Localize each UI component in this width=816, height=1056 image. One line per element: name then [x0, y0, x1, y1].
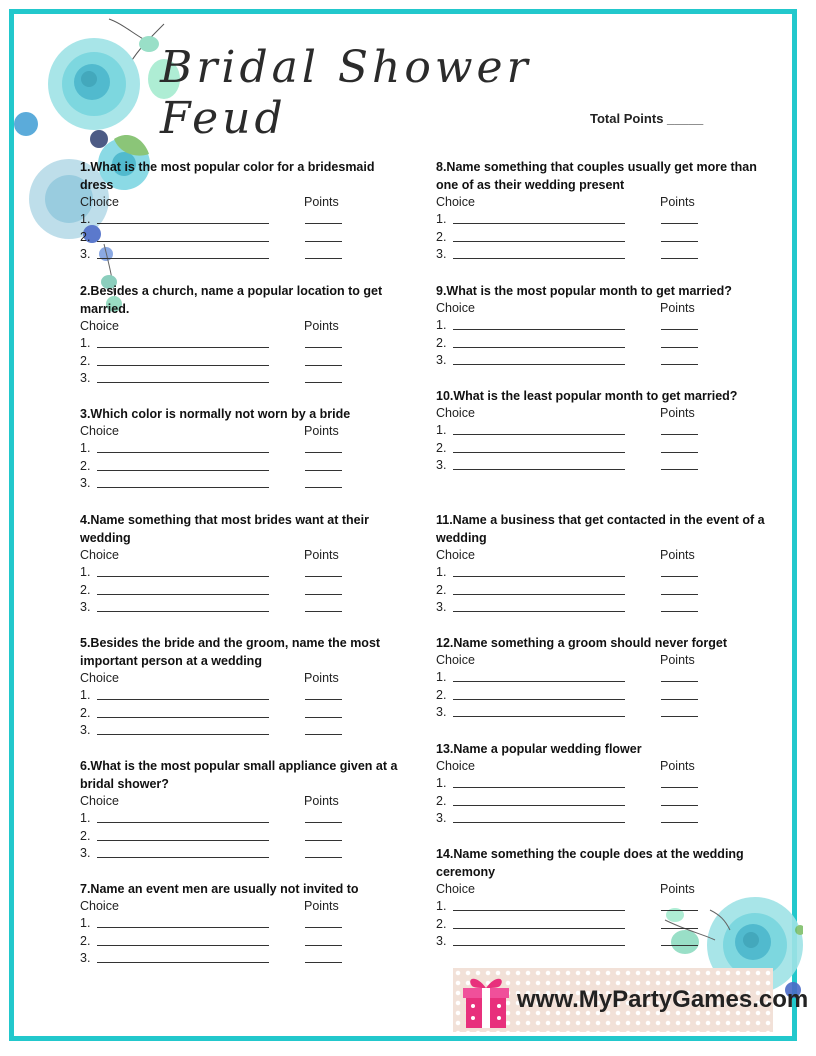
row-number: 2. — [436, 687, 447, 702]
row-number: 1. — [80, 811, 91, 825]
points-answer-line[interactable] — [305, 717, 342, 718]
choice-answer-line[interactable] — [453, 945, 625, 946]
choice-answer-line[interactable] — [97, 487, 269, 488]
points-answer-line[interactable] — [305, 223, 342, 224]
choice-answer-line[interactable] — [97, 840, 269, 841]
question-block — [436, 387, 766, 475]
question-block — [436, 634, 766, 722]
row-number: 3. — [80, 371, 91, 385]
points-answer-line[interactable] — [305, 576, 342, 577]
question-text: 2.Besides a church, name a popular location to get married. — [80, 284, 383, 316]
points-answer-line[interactable] — [661, 434, 698, 435]
points-answer-line[interactable] — [305, 734, 342, 735]
choice-header: Choice — [436, 653, 475, 667]
choice-answer-line[interactable] — [97, 962, 269, 963]
points-answer-line[interactable] — [305, 258, 342, 259]
row-number: 3. — [80, 247, 91, 261]
row-number: 2. — [436, 793, 447, 808]
choice-answer-line[interactable] — [453, 699, 625, 700]
choice-header: Choice — [80, 195, 119, 209]
row-number: 3. — [80, 846, 91, 860]
points-header: Points — [304, 195, 339, 209]
question-text: 7.Name an event men are usually not invited to — [80, 882, 359, 896]
points-header: Points — [660, 301, 695, 315]
choice-answer-line[interactable] — [97, 382, 269, 383]
choice-answer-line[interactable] — [97, 927, 269, 928]
points-answer-line[interactable] — [305, 365, 342, 366]
question-block — [80, 511, 410, 617]
points-answer-line[interactable] — [661, 469, 698, 470]
choice-answer-line[interactable] — [97, 258, 269, 259]
points-header: Points — [660, 653, 695, 667]
points-header: Points — [304, 424, 339, 438]
question-text: 13.Name a popular wedding flower — [436, 742, 642, 756]
points-answer-line[interactable] — [305, 347, 342, 348]
choice-answer-line[interactable] — [97, 594, 269, 595]
row-number: 3. — [436, 705, 447, 719]
points-answer-line[interactable] — [305, 382, 342, 383]
points-answer-line[interactable] — [661, 364, 698, 365]
points-answer-line[interactable] — [661, 223, 698, 224]
question-text: 11.Name a business that get contacted in the event of a wedding — [436, 513, 765, 545]
choice-answer-line[interactable] — [453, 223, 625, 224]
question-block — [436, 845, 766, 951]
row-number: 3. — [80, 951, 91, 965]
choice-header: Choice — [436, 548, 475, 562]
row-number: 2. — [80, 705, 91, 720]
points-answer-line[interactable] — [305, 962, 342, 963]
points-answer-line[interactable] — [661, 945, 698, 946]
choice-answer-line[interactable] — [97, 734, 269, 735]
points-answer-line[interactable] — [661, 347, 698, 348]
row-number: 3. — [80, 723, 91, 737]
points-header: Points — [660, 882, 695, 896]
choice-answer-line[interactable] — [97, 699, 269, 700]
points-answer-line[interactable] — [661, 576, 698, 577]
row-number: 3. — [436, 247, 447, 261]
row-number: 3. — [436, 458, 447, 472]
choice-answer-line[interactable] — [453, 434, 625, 435]
choice-header: Choice — [436, 195, 475, 209]
choice-header: Choice — [436, 759, 475, 773]
choice-header: Choice — [80, 319, 119, 333]
points-answer-line[interactable] — [661, 258, 698, 259]
choice-answer-line[interactable] — [453, 364, 625, 365]
row-number: 3. — [436, 600, 447, 614]
points-answer-line[interactable] — [661, 822, 698, 823]
row-number: 2. — [436, 440, 447, 455]
row-number: 2. — [80, 229, 91, 244]
question-block — [80, 158, 410, 264]
points-answer-line[interactable] — [305, 840, 342, 841]
points-answer-line[interactable] — [661, 452, 698, 453]
points-answer-line[interactable] — [305, 611, 342, 612]
points-header: Points — [660, 548, 695, 562]
choice-answer-line[interactable] — [453, 469, 625, 470]
row-number: 3. — [436, 811, 447, 825]
choice-answer-line[interactable] — [453, 347, 625, 348]
choice-answer-line[interactable] — [97, 945, 269, 946]
choice-answer-line[interactable] — [453, 910, 625, 911]
points-answer-line[interactable] — [305, 241, 342, 242]
choice-answer-line[interactable] — [453, 329, 625, 330]
question-text: 5.Besides the bride and the groom, name the most important person at a wedding — [80, 636, 381, 668]
points-answer-line[interactable] — [305, 594, 342, 595]
row-number: 2. — [436, 229, 447, 244]
total-points-field: Total Points _____ — [590, 111, 704, 126]
question-text: 14.Name something the couple does at the wedding ceremony — [436, 847, 744, 879]
question-text: 4.Name something that most brides want at their wedding — [80, 513, 369, 545]
choice-answer-line[interactable] — [97, 241, 269, 242]
points-answer-line[interactable] — [661, 594, 698, 595]
points-answer-line[interactable] — [661, 329, 698, 330]
row-number: 3. — [436, 934, 447, 948]
choice-answer-line[interactable] — [97, 576, 269, 577]
row-number: 1. — [436, 318, 447, 332]
points-header: Points — [304, 794, 339, 808]
row-number: 1. — [80, 688, 91, 702]
row-number: 1. — [80, 916, 91, 930]
question-text: 6.What is the most popular small appliance given at a bridal shower? — [80, 759, 398, 791]
row-number: 1. — [80, 212, 91, 226]
points-answer-line[interactable] — [661, 716, 698, 717]
points-answer-line[interactable] — [305, 857, 342, 858]
row-number: 2. — [436, 335, 447, 350]
row-number: 3. — [80, 600, 91, 614]
points-answer-line[interactable] — [661, 611, 698, 612]
choice-answer-line[interactable] — [97, 365, 269, 366]
question-block — [80, 880, 410, 968]
question-block — [80, 757, 410, 863]
points-answer-line[interactable] — [661, 241, 698, 242]
points-header: Points — [660, 195, 695, 209]
points-answer-line[interactable] — [305, 699, 342, 700]
points-answer-line[interactable] — [661, 787, 698, 788]
choice-header: Choice — [436, 406, 475, 420]
points-answer-line[interactable] — [305, 822, 342, 823]
row-number: 1. — [80, 336, 91, 350]
row-number: 1. — [436, 212, 447, 226]
row-number: 2. — [80, 582, 91, 597]
choice-answer-line[interactable] — [97, 857, 269, 858]
question-text: 12.Name something a groom should never forget — [436, 636, 728, 650]
row-number: 3. — [436, 353, 447, 367]
choice-answer-line[interactable] — [97, 717, 269, 718]
choice-header: Choice — [80, 424, 119, 438]
row-number: 2. — [436, 916, 447, 931]
choice-header: Choice — [80, 548, 119, 562]
choice-header: Choice — [436, 882, 475, 896]
choice-answer-line[interactable] — [453, 611, 625, 612]
points-header: Points — [304, 548, 339, 562]
choice-answer-line[interactable] — [453, 681, 625, 682]
choice-answer-line[interactable] — [453, 822, 625, 823]
choice-answer-line[interactable] — [97, 611, 269, 612]
points-answer-line[interactable] — [305, 452, 342, 453]
question-block — [436, 511, 766, 617]
row-number: 1. — [80, 441, 91, 455]
points-header: Points — [660, 759, 695, 773]
choice-answer-line[interactable] — [97, 470, 269, 471]
choice-header: Choice — [80, 671, 119, 685]
choice-answer-line[interactable] — [97, 822, 269, 823]
choice-answer-line[interactable] — [453, 452, 625, 453]
points-answer-line[interactable] — [661, 681, 698, 682]
row-number: 2. — [80, 933, 91, 948]
question-block — [436, 740, 766, 828]
choice-answer-line[interactable] — [97, 347, 269, 348]
row-number: 2. — [80, 353, 91, 368]
points-answer-line[interactable] — [661, 699, 698, 700]
question-block — [80, 282, 410, 388]
points-answer-line[interactable] — [305, 487, 342, 488]
row-number: 1. — [436, 565, 447, 579]
choice-answer-line[interactable] — [453, 576, 625, 577]
question-text: 3.Which color is normally not worn by a bride — [80, 407, 351, 421]
points-header: Points — [660, 406, 695, 420]
choice-answer-line[interactable] — [97, 223, 269, 224]
points-header: Points — [304, 319, 339, 333]
question-text: 9.What is the most popular month to get married? — [436, 284, 732, 298]
question-block — [80, 405, 410, 493]
choice-header: Choice — [80, 899, 119, 913]
points-answer-line[interactable] — [305, 945, 342, 946]
choice-header: Choice — [80, 794, 119, 808]
points-answer-line[interactable] — [661, 805, 698, 806]
points-answer-line[interactable] — [661, 910, 698, 911]
points-header: Points — [304, 899, 339, 913]
gift-box-icon — [460, 968, 512, 1030]
row-number: 3. — [80, 476, 91, 490]
choice-answer-line[interactable] — [453, 716, 625, 717]
row-number: 1. — [80, 565, 91, 579]
row-number: 1. — [436, 670, 447, 684]
question-text: 1.What is the most popular color for a bridesmaid dress — [80, 160, 375, 192]
row-number: 2. — [80, 458, 91, 473]
row-number: 1. — [436, 423, 447, 437]
points-answer-line[interactable] — [305, 470, 342, 471]
choice-answer-line[interactable] — [453, 241, 625, 242]
row-number: 1. — [436, 776, 447, 790]
points-answer-line[interactable] — [305, 927, 342, 928]
points-answer-line[interactable] — [661, 928, 698, 929]
row-number: 2. — [436, 582, 447, 597]
points-header: Points — [304, 671, 339, 685]
choice-answer-line[interactable] — [453, 594, 625, 595]
question-block — [436, 158, 766, 264]
question-text: 8.Name something that couples usually get more than one of as their wedding present — [436, 160, 757, 192]
choice-answer-line[interactable] — [453, 928, 625, 929]
choice-header: Choice — [436, 301, 475, 315]
question-block — [436, 282, 766, 370]
question-text: 10.What is the least popular month to get married? — [436, 389, 738, 403]
row-number: 1. — [436, 899, 447, 913]
page-title: Bridal Shower Feud — [160, 42, 532, 144]
choice-answer-line[interactable] — [97, 452, 269, 453]
choice-answer-line[interactable] — [453, 787, 625, 788]
website-link[interactable]: www.MyPartyGames.com — [517, 986, 809, 1013]
choice-answer-line[interactable] — [453, 805, 625, 806]
question-block — [80, 634, 410, 740]
choice-answer-line[interactable] — [453, 258, 625, 259]
row-number: 2. — [80, 828, 91, 843]
